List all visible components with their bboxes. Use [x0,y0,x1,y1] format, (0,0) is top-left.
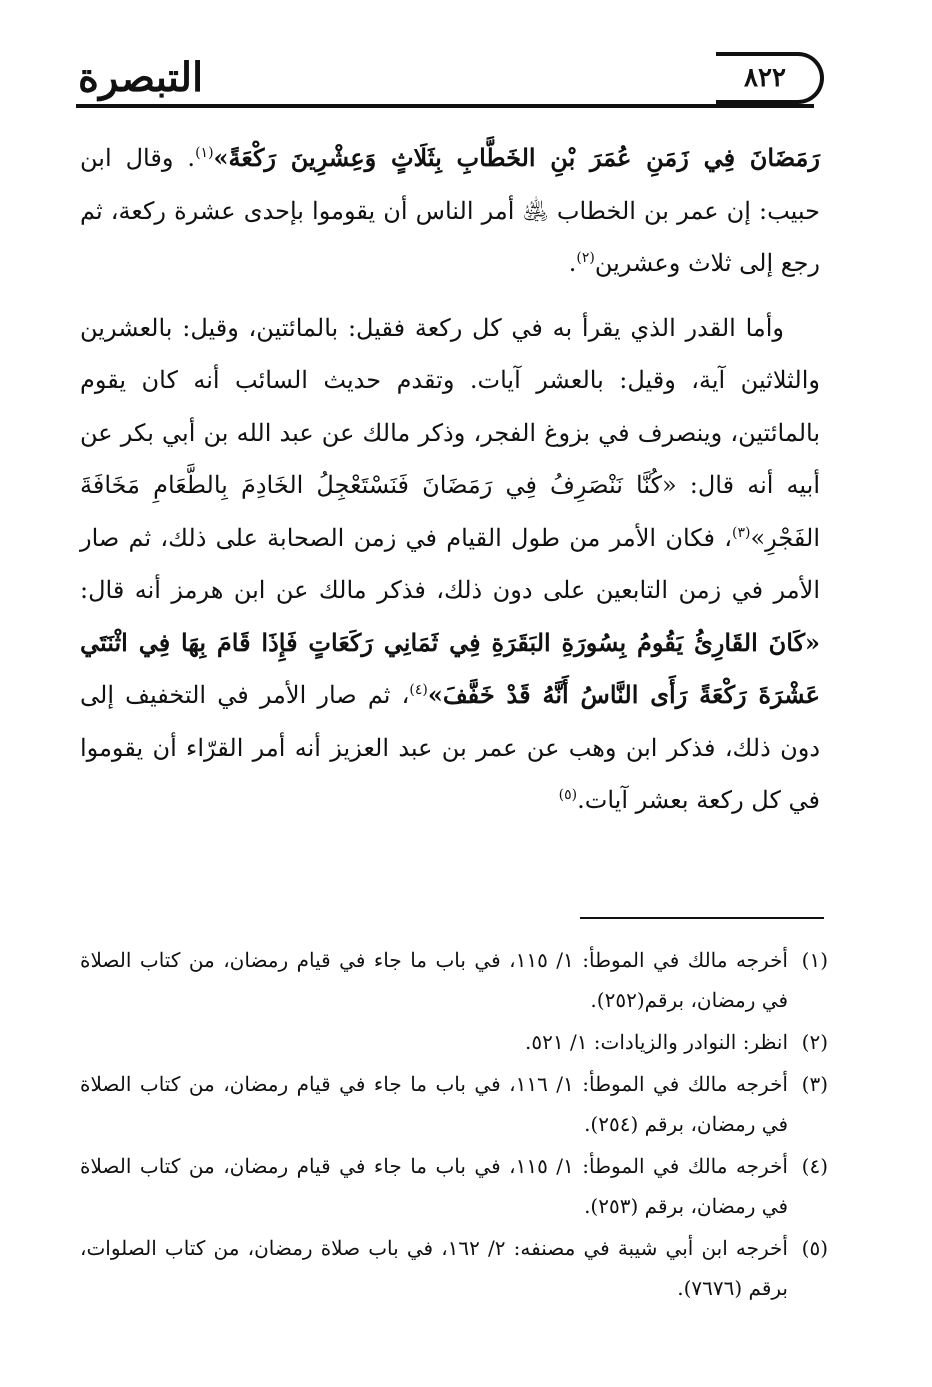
paragraph-text: وأما القدر الذي يقرأ به في كل ركعة فقيل: بالمائتين، وقيل: بالعشرين والثلاثين آية، وقيل: بالعشر آيات. وتقدم حديث السائب أنه كان يقوم بالمائتين، وينصرف في بزوغ الفجر، وذكر مالك عن عبد الله بن أبي بكر عن أبيه أنه قال: «كُنَّا نَنْصَرِفُ فِي رَمَضَانَ فَنَسْتَعْجِلُ الخَادِمَ بِالطَّعَامِ مَخَافَةَ الفَجْرِ» [80,313,820,552]
footnote-separator [580,917,824,919]
page-number: ٨٢٢ [744,63,786,93]
paragraph-text: ، ثم صار الأمر في التخفيف إلى دون ذلك، فذكر ابن وهب عن عمر بن عبد العزيز أنه أمر القرّاء أن يقوموا في كل ركعة بعشر آيات. [80,681,821,814]
footnote-number: (١) [801,948,828,972]
paragraph-text: . [568,249,577,277]
footnote-text: أخرجه مالك في الموطأ: ١/ ١١٥، في باب ما جاء في قيام رمضان، من كتاب الصلاة في رمضان، برقم (٢٥٣). [80,1154,788,1218]
footnote-ref[interactable]: (٣) [731,524,751,541]
footnote-number: (٣) [801,1072,828,1096]
footnote-ref[interactable]: (١) [195,145,214,161]
paragraph-1 [80,132,820,290]
footnote-ref[interactable]: (٢) [576,250,595,266]
paragraph-2 [80,302,820,827]
paragraph-text: . وقال ابن حبيب: إن عمر بن الخطاب ﵁ أمر الناس أن يقوموا بإحدى عشرة ركعة، ثم رجع إلى ثلاث وعشرين [80,144,820,277]
footnote-5 [80,1228,828,1308]
header-rule [76,104,814,108]
footnote-number: (٥) [801,1236,828,1260]
footnote-1 [80,940,828,1020]
hadith-quote: رَمَضَانَ فِي زَمَنِ عُمَرَ بْنِ الخَطَّابِ بِثَلَاثٍ وَعِشْرِينَ رَكْعَةً» [213,143,820,172]
paragraph-text: ، فكان الأمر من طول القيام في زمن الصحابة على ذلك، ثم صار الأمر في زمن التابعين على دون ذلك، فذكر مالك عن ابن هرمز أنه قال: [80,523,820,604]
footnote-2 [80,1022,828,1062]
body-text [80,132,820,827]
footnotes [80,940,828,1310]
footnote-4 [80,1146,828,1226]
footnote-ref[interactable]: (٤) [409,682,428,698]
footnote-3 [80,1064,828,1144]
footnote-number: (٤) [801,1154,828,1178]
footnote-text: انظر: النوادر والزيادات: ١/ ٥٢١. [525,1030,788,1054]
footnote-ref[interactable]: (٥) [558,787,578,803]
running-header-title: التبصرة [78,54,204,101]
footnote-text: أخرجه مالك في الموطأ: ١/ ١١٥، في باب ما جاء في قيام رمضان، من كتاب الصلاة في رمضان، برقم(٢٥٢). [80,948,788,1012]
footnote-text: أخرجه مالك في الموطأ: ١/ ١١٦، في باب ما جاء في قيام رمضان، من كتاب الصلاة في رمضان، برقم (٢٥٤). [80,1072,788,1136]
footnote-text: أخرجه ابن أبي شيبة في مصنفه: ٢/ ١٦٢، في باب صلاة رمضان، من كتاب الصلوات، برقم (٧٦٧٦). [80,1236,788,1300]
footnote-number: (٢) [801,1030,828,1054]
hadith-quote: «كَانَ القَارِئُ يَقُومُ بِسُورَةِ البَقَرَةِ فِي ثَمَانِي رَكَعَاتٍ فَإِذَا قَامَ بِهَا فِي اثْنَتَي عَشْرَةَ رَكْعَةً رَأَى النَّاسُ أَنَّهُ قَدْ خَفَّفَ» [80,627,820,709]
